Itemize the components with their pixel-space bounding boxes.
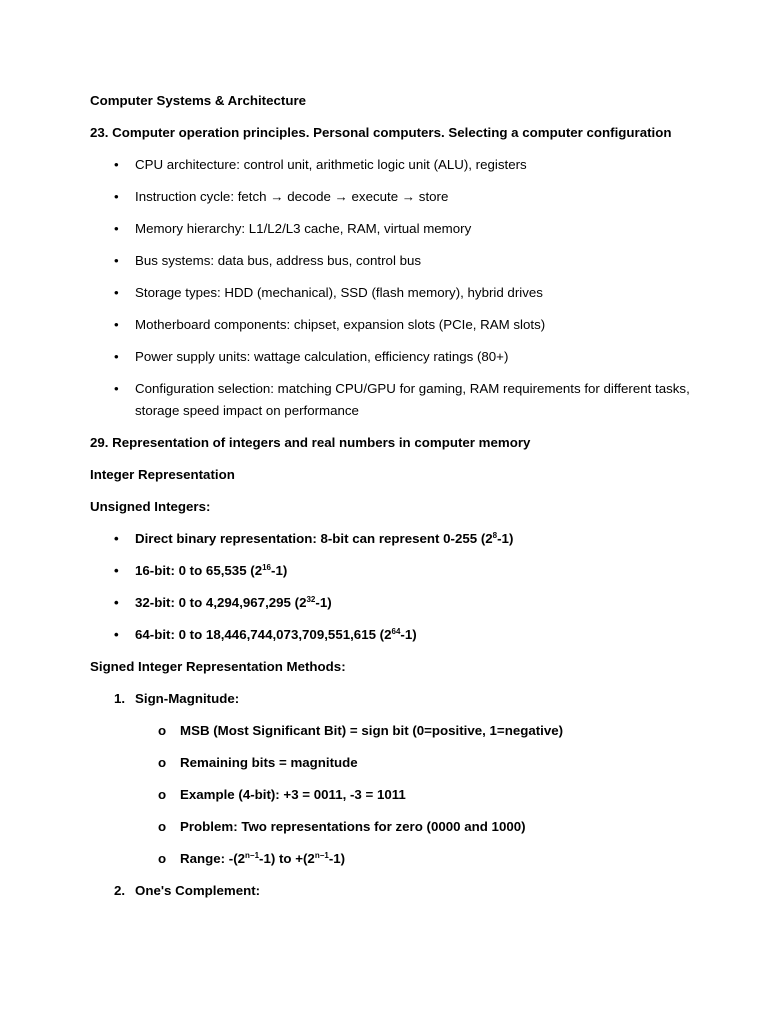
list-item: o Remaining bits = magnitude	[90, 752, 690, 773]
method-ones-complement: 2. One's Complement:	[90, 880, 690, 901]
bullet-mark: •	[114, 381, 119, 396]
section-23-bullet-list	[90, 154, 690, 421]
list-item: o Problem: Two representations for zero (0000 and 1000)	[90, 816, 690, 837]
list-item: • Direct binary representation: 8-bit can represent 0-255 $(2^8-1)$	[90, 528, 690, 550]
list-number: 1.	[114, 690, 126, 706]
list-item: • Power supply units: wattage calculation, efficiency ratings (80+)	[90, 346, 690, 368]
bullet-mark: •	[114, 317, 119, 332]
unsigned-integers-heading: Unsigned Integers:	[90, 498, 211, 514]
section-29-heading: 29. Representation of integers and real numbers in computer memory	[90, 434, 531, 450]
list-item: • 32-bit: 0 to 4,294,967,295 $(2^{32}-1)$	[90, 592, 690, 614]
bullet-mark: •	[114, 530, 119, 546]
unsigned-bullet-list	[90, 528, 690, 646]
section-23-heading: 23. Computer operation principles. Personal computers. Selecting a computer configuration	[90, 125, 672, 140]
bullet-mark: •	[114, 349, 119, 364]
list-item: • Configuration selection: matching CPU/GPU for gaming, RAM requirements for different tasks, storage speed impact on performance	[90, 378, 690, 421]
bullet-mark: •	[114, 189, 119, 204]
list-item: o Range: $-(2^{n-1}-1)$ to $+(2^{n-1}-1)$	[90, 848, 690, 869]
list-item: o Example (4-bit): +3 = 0011, -3 = 1011	[90, 784, 690, 805]
list-item: • CPU architecture: control unit, arithmetic logic unit (ALU), registers	[90, 154, 690, 176]
list-number: 2.	[114, 882, 126, 898]
list-item: • 64-bit: 0 to 18,446,744,073,709,551,615 $(2^{64}-1)$	[90, 624, 690, 646]
sub-bullet-mark: o	[158, 786, 167, 802]
sub-bullet-mark: o	[158, 818, 167, 834]
list-item: • Motherboard components: chipset, expansion slots (PCIe, RAM slots)	[90, 314, 690, 336]
list-item: • Bus systems: data bus, address bus, control bus	[90, 250, 690, 272]
list-item: • Memory hierarchy: L1/L2/L3 cache, RAM, virtual memory	[90, 218, 690, 240]
signed-methods-heading: Signed Integer Representation Methods:	[90, 658, 346, 674]
list-item: o MSB (Most Significant Bit) = sign bit (0=positive, 1=negative)	[90, 720, 690, 741]
sub-bullet-mark: o	[158, 754, 167, 770]
bullet-mark: •	[114, 626, 119, 642]
integer-representation-heading: Integer Representation	[90, 466, 235, 482]
bullet-mark: •	[114, 594, 119, 610]
method-sign-magnitude: 1. Sign-Magnitude:	[90, 688, 690, 709]
list-item: • 16-bit: 0 to 65,535 $(2^{16}-1)$	[90, 560, 690, 582]
bullet-mark: •	[114, 253, 119, 268]
bullet-mark: •	[114, 285, 119, 300]
bullet-mark: •	[114, 157, 119, 172]
sign-magnitude-sublist	[90, 720, 690, 869]
list-item: • Instruction cycle: fetch → decode → execute → store	[90, 186, 690, 208]
bullet-mark: •	[114, 562, 119, 578]
document-title: Computer Systems & Architecture	[90, 93, 307, 108]
document-content	[90, 90, 690, 912]
list-item: • Storage types: HDD (mechanical), SSD (flash memory), hybrid drives	[90, 282, 690, 304]
bullet-mark: •	[114, 221, 119, 236]
sub-bullet-mark: o	[158, 850, 167, 866]
sub-bullet-mark: o	[158, 722, 167, 738]
